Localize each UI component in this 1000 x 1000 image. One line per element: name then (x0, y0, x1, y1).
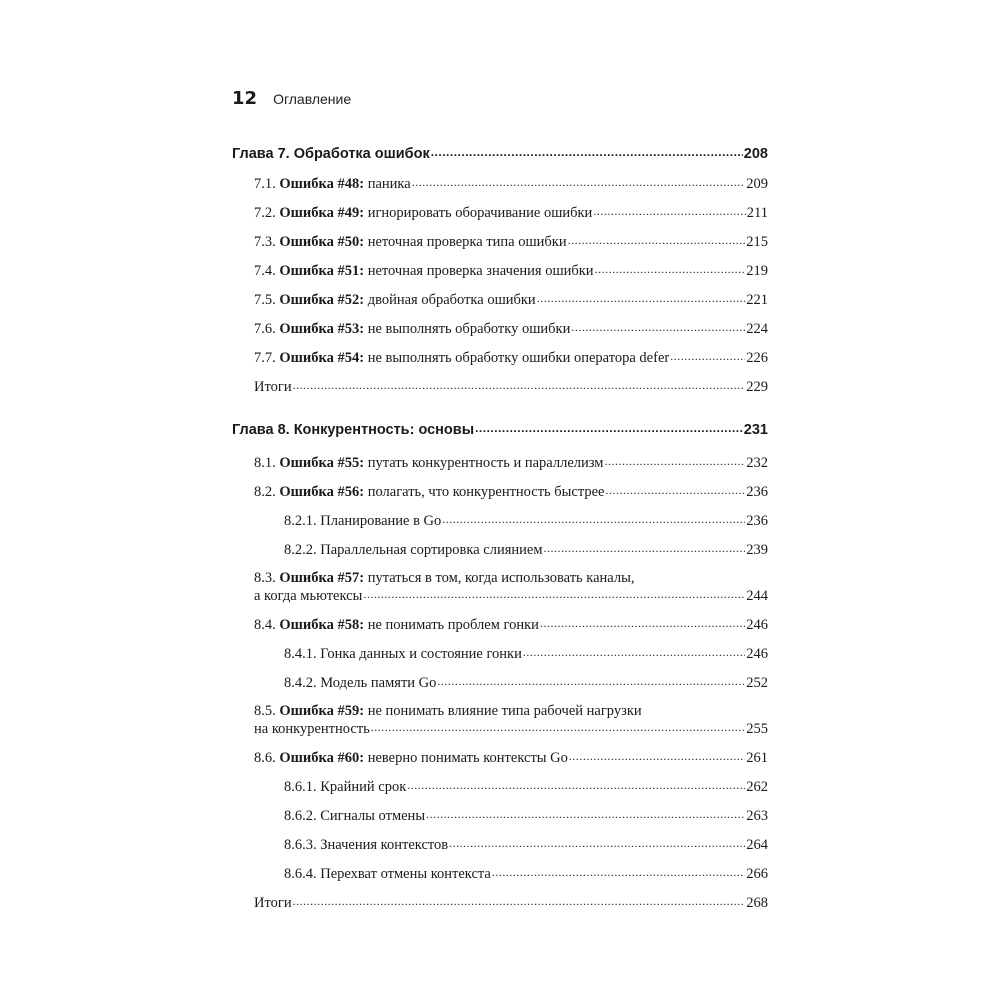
item-tag: Ошибка #50: (279, 234, 365, 250)
toc-item-7-7[interactable] (232, 348, 768, 367)
item-text: 8.2.2. Параллельная сортировка слиянием (284, 542, 543, 558)
item-text: паника (364, 176, 411, 192)
dot-leader (426, 806, 745, 820)
item-number: 8.1. (254, 455, 276, 471)
toc-item-8-5-continued[interactable] (232, 719, 768, 738)
toc-item-8-1[interactable] (232, 453, 768, 472)
item-page: 221 (746, 292, 768, 308)
dot-leader (523, 644, 745, 658)
toc-item-7-6[interactable] (232, 319, 768, 338)
item-page: 264 (746, 837, 768, 853)
item-text: не выполнять обработку ошибки (364, 321, 571, 337)
item-page: 261 (746, 750, 768, 766)
dot-leader (475, 420, 743, 434)
toc-chapter-8[interactable] (232, 420, 768, 439)
chapter-title: Глава 8. Конкурентность: основы (232, 422, 475, 438)
dot-leader (606, 482, 746, 496)
item-tag: Ошибка #51: (279, 263, 365, 279)
item-number: 8.6. (254, 750, 276, 766)
item-page: 262 (746, 779, 768, 795)
dot-leader (442, 511, 745, 525)
dot-leader (449, 835, 745, 849)
toc-item-8-4-2[interactable] (232, 673, 768, 692)
toc-item-8-6-3[interactable] (232, 835, 768, 854)
toc-item-summary-7[interactable] (232, 377, 768, 396)
item-tag: Ошибка #55: (279, 455, 365, 471)
toc-item-7-3[interactable] (232, 232, 768, 251)
item-page: 224 (746, 321, 768, 337)
dot-leader (568, 232, 746, 246)
item-number: 7.6. (254, 321, 276, 337)
item-text: 8.2.1. Планирование в Go (284, 513, 442, 529)
toc-item-8-2-1[interactable] (232, 511, 768, 530)
item-text: 8.4.2. Модель памяти Go (284, 675, 437, 691)
item-tag: Ошибка #58: (279, 617, 365, 633)
dot-leader (431, 144, 743, 158)
item-tag: Ошибка #56: (279, 484, 365, 500)
item-page: 255 (746, 721, 768, 737)
item-page: 268 (746, 895, 768, 911)
item-number: 7.5. (254, 292, 276, 308)
item-text: путаться в том, когда использовать каналы, (364, 570, 635, 586)
item-tag: Ошибка #49: (279, 205, 365, 221)
item-tag: Ошибка #60: (279, 750, 365, 766)
toc-item-8-6-2[interactable] (232, 806, 768, 825)
dot-leader (540, 615, 745, 629)
toc-item-8-6[interactable] (232, 748, 768, 767)
dot-leader (569, 748, 745, 762)
dot-leader (604, 453, 745, 467)
item-tag: Ошибка #59: (279, 703, 365, 719)
toc-item-8-4-1[interactable] (232, 644, 768, 663)
item-page: 219 (746, 263, 768, 279)
item-page: 229 (746, 379, 768, 395)
dot-leader (412, 174, 746, 188)
item-number: 8.3. (254, 570, 276, 586)
chapter-title: Глава 7. Обработка ошибок (232, 146, 430, 162)
item-text: 8.6.1. Крайний срок (284, 779, 407, 795)
item-text: не выполнять обработку ошибки оператора defer (364, 350, 670, 366)
running-title: Оглавление (273, 91, 352, 107)
item-number: 7.3. (254, 234, 276, 250)
dot-leader (371, 719, 745, 733)
item-page: 263 (746, 808, 768, 824)
toc-item-8-4[interactable] (232, 615, 768, 634)
dot-leader (595, 261, 746, 275)
toc-item-8-2[interactable] (232, 482, 768, 501)
dot-leader (492, 864, 745, 878)
item-tag: Ошибка #54: (279, 350, 365, 366)
item-text: путать конкурентность и параллелизм (364, 455, 604, 471)
dot-leader (670, 348, 745, 362)
item-text: неточная проверка значения ошибки (364, 263, 594, 279)
toc-item-7-5[interactable] (232, 290, 768, 309)
toc-item-summary-8[interactable] (232, 893, 768, 912)
page-number: 12 (232, 88, 258, 109)
item-text: на конкурентность (254, 721, 370, 737)
item-text: неточная проверка типа ошибки (364, 234, 567, 250)
item-text: Итоги (254, 379, 292, 395)
item-page: 266 (746, 866, 768, 882)
item-page: 239 (746, 542, 768, 558)
toc-item-8-3[interactable] (232, 569, 768, 587)
dot-leader (293, 377, 746, 391)
item-text: игнорировать оборачивание ошибки (364, 205, 593, 221)
toc-item-8-6-4[interactable] (232, 864, 768, 883)
item-number: 8.5. (254, 703, 276, 719)
toc-item-8-3-continued[interactable] (232, 586, 768, 605)
toc-item-7-1[interactable] (232, 174, 768, 193)
item-page: 209 (746, 176, 768, 192)
item-text: 8.6.3. Значения контекстов (284, 837, 449, 853)
item-text: полагать, что конкурентность быстрее (364, 484, 605, 500)
item-text: не понимать влияние типа рабочей нагрузки (364, 703, 642, 719)
dot-leader (407, 777, 745, 791)
page-header (232, 88, 351, 109)
item-text: двойная обработка ошибки (364, 292, 536, 308)
item-page: 215 (746, 234, 768, 250)
dot-leader (363, 586, 745, 600)
item-number: 8.2. (254, 484, 276, 500)
item-text: не понимать проблем гонки (364, 617, 539, 633)
item-page: 246 (746, 617, 768, 633)
dot-leader (437, 673, 745, 687)
item-number: 7.4. (254, 263, 276, 279)
item-page: 244 (746, 588, 768, 604)
item-text: 8.6.4. Перехват отмены контекста (284, 866, 491, 882)
item-page: 232 (746, 455, 768, 471)
item-page: 236 (746, 484, 768, 500)
toc-item-8-6-1[interactable] (232, 777, 768, 796)
item-number: 7.7. (254, 350, 276, 366)
toc-chapter-7[interactable] (232, 144, 768, 163)
item-page: 211 (746, 205, 768, 221)
item-number: 7.1. (254, 176, 276, 192)
toc-item-7-4[interactable] (232, 261, 768, 280)
dot-leader (593, 203, 745, 217)
item-page: 246 (746, 646, 768, 662)
item-tag: Ошибка #48: (279, 176, 365, 192)
item-text: неверно понимать контексты Go (364, 750, 568, 766)
item-tag: Ошибка #52: (279, 292, 365, 308)
dot-leader (571, 319, 745, 333)
item-page: 252 (746, 675, 768, 691)
dot-leader (544, 540, 746, 554)
item-page: 236 (746, 513, 768, 529)
item-number: 8.4. (254, 617, 276, 633)
item-text: 8.6.2. Сигналы отмены (284, 808, 426, 824)
item-text: а когда мьютексы (254, 588, 363, 604)
item-text: 8.4.1. Гонка данных и состояние гонки (284, 646, 522, 662)
chapter-page: 208 (743, 146, 768, 162)
item-text: Итоги (254, 895, 292, 911)
toc-item-8-5[interactable] (232, 702, 768, 720)
toc-item-7-2[interactable] (232, 203, 768, 222)
item-tag: Ошибка #53: (279, 321, 365, 337)
item-page: 226 (746, 350, 768, 366)
chapter-page: 231 (743, 422, 768, 438)
dot-leader (537, 290, 746, 304)
toc-item-8-2-2[interactable] (232, 540, 768, 559)
item-tag: Ошибка #57: (279, 570, 365, 586)
item-number: 7.2. (254, 205, 276, 221)
dot-leader (293, 893, 746, 907)
